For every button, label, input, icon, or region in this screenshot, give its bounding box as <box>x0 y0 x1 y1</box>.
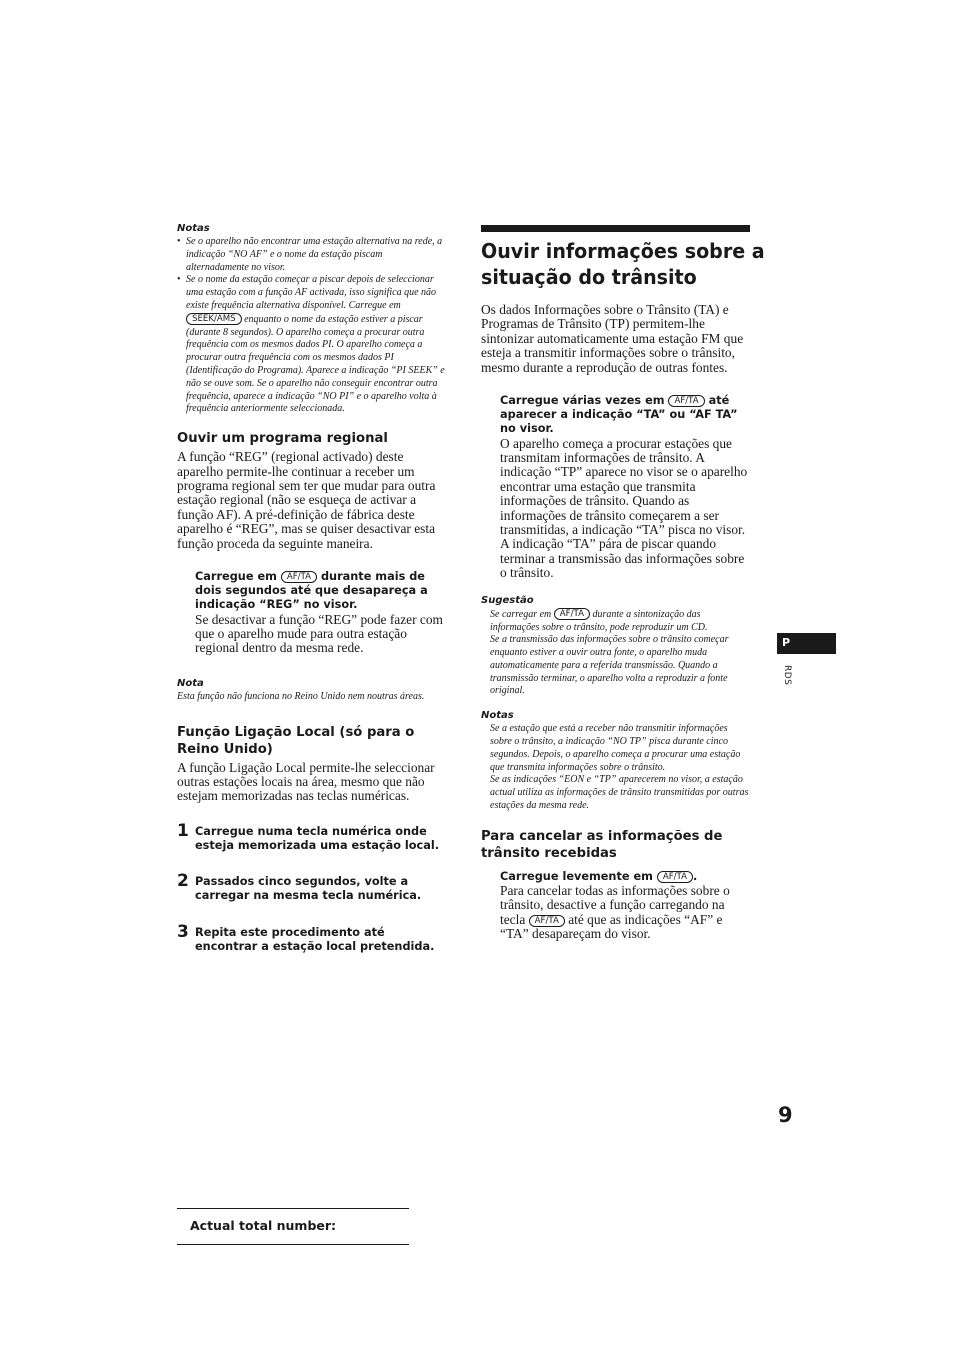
title-rule <box>481 225 750 232</box>
regional-instruction-body: Se desactivar a função “REG” pode fazer com que o aparelho mude para outra estação regional dentro da mesma rede. <box>195 611 443 656</box>
language-tab-label: P <box>782 636 791 649</box>
regional-note: Esta função não funciona no Reino Unido nem noutras áreas. <box>177 690 425 702</box>
local-body: A função Ligação Local permite-lhe seleccionar outras estações locais na área, mesmo que não estejam memorizadas nas teclas numéricas. <box>177 759 435 804</box>
note-item: • Se o aparelho não encontrar uma estação alternativa na rede, a indicação “NO AF” e o nome da estação piscam alternadamente no visor. <box>177 236 447 274</box>
step-2 <box>177 871 447 903</box>
traffic-notes-heading: Notas <box>481 710 514 722</box>
traffic-notes: Se a estação que está a receber não transmitir informações sobre o trânsito, a indicação “NO TP” pisca durante cinco segundos. Depois, o aparelho começa a procurar uma estação que transmita informações sobre o trânsito. Se as indicações “EON e “TP” aparecerem no visor, a estação actual utiliza as informações de trânsito transmitidas por outras estações da mesma rede. <box>490 723 749 812</box>
regional-heading: Ouvir um programa regional <box>177 431 388 447</box>
tip-heading: Sugestão <box>481 594 534 606</box>
notes-list <box>177 236 447 416</box>
local-heading: Função Ligação Local (só para o Reino Unido) <box>177 724 415 757</box>
section-side-label: RDS <box>782 665 792 686</box>
notes-heading: Notas <box>177 223 210 234</box>
cancel-instruction: Carregue levemente em AF/TA . Para cancelar todas as informações sobre o trânsito, desactive a função carregando na tecla AF/TA até que as indicações “AF” e “TA” desapareçam do visor. <box>481 870 750 942</box>
regional-note-heading: Nota <box>177 677 204 689</box>
af-ta-key: AF/TA <box>529 915 565 927</box>
af-ta-key: AF/TA <box>657 871 693 883</box>
page-title: Ouvir informações sobre a situação do trânsito <box>481 239 765 289</box>
af-ta-key: AF/TA <box>668 395 704 407</box>
step-text: Repita este procedimento até encontrar a estação local pretendida. <box>195 925 435 953</box>
footer-label: Actual total number: <box>190 1218 337 1233</box>
regional-instruction: Carregue em AF/TA durante mais de dois segundos até que desapareça a indicação “REG” no visor. Se desactivar a função “REG” pode fazer com que o aparelho mude para outra estação regional dentro da mesma rede. <box>177 570 447 656</box>
af-ta-key: AF/TA <box>281 571 317 583</box>
step-1 <box>177 820 447 853</box>
step-3 <box>177 921 447 954</box>
step-text: Carregue numa tecla numérica onde esteja memorizada uma estação local. <box>195 824 440 853</box>
step-number: 3 <box>177 921 189 942</box>
traffic-instruction: Carregue várias vezes em AF/TA até aparecer a indicação “TA” ou “AF TA” no visor. O aparelho começa a procurar estações que transmitam informações de trânsito. A indicação “TP” aparece no visor se o aparelho encontrar uma estação que transmita informações de trânsito. Quando as informações de trânsito começarem a ser transmitidas, a indicação “TA” pisca no visor. A indicação “TA” pára de piscar quando terminar a transmissão das informações sobre o trânsito. <box>481 394 750 581</box>
tip-text: Se carregar em AF/TA durante a sintonização das informações sobre o trânsito, pode reproduzir um CD. Se a transmissão das informações sobre o trânsito começar enquanto estiver a ouvir outra fonte, o aparelho muda automaticamente para a referida transmissão. Quando a transmissão terminar, o aparelho volta a reproduzir a fonte original. <box>490 608 729 697</box>
step-number: 1 <box>177 820 189 841</box>
regional-body: A função “REG” (regional activado) deste aparelho permite-lhe continuar a receber um programa regional sem ter que mudar para outra estação regional (não se esqueça de activar a função AF). A pré-definição de fábrica deste aparelho é “REG”, mas se quiser desactivar esta função proceda da seguinte maneira. <box>177 449 436 551</box>
left-column <box>177 223 447 954</box>
cancel-heading: Para cancelar as informações de trânsito recebidas <box>481 828 723 861</box>
traffic-instruction-body: O aparelho começa a procurar estações que transmitam informações de trânsito. A indicação “TP” aparece no visor se o aparelho encontrar uma estação que transmita informações de trânsito. Quando as informações de trânsito começarem a ser transmitidas, a indicação “TA” pisca no visor. A indicação “TA” pára de piscar quando terminar a transmissão das informações sobre o trânsito. <box>500 435 748 581</box>
language-tab <box>777 633 836 654</box>
seek-ams-key: SEEK/AMS <box>186 313 242 325</box>
note-item: • Se o nome da estação começar a piscar depois de seleccionar uma estação com a função AF activada, isso significa que não existe frequência alternativa disponível. Carregue em SEEK/AMS enquanto o nome da estação estiver a piscar (durante 8 segundos). O aparelho começa a procurar outra frequência com os mesmos dados PI. O aparelho começa a procurar outra frequência com os mesmos dados PI (Identificação do Programa). Aparece a indicação “PI SEEK” e não se ouve som. Se o aparelho não conseguir encontrar outra frequência, aparece a indicação “NO PI” e o aparelho volta à frequência anteriormente seleccionada. <box>177 274 447 416</box>
step-number: 2 <box>177 871 189 892</box>
af-ta-key: AF/TA <box>554 608 590 620</box>
page-number: 9 <box>778 1103 793 1127</box>
cancel-body: Para cancelar todas as informações sobre o trânsito, desactive a função carregando na tecla AF/TA até que as indicações “AF” e “TA” desapareçam do visor. <box>500 883 730 942</box>
step-text: Passados cinco segundos, volte a carregar na mesma tecla numérica. <box>195 875 422 903</box>
footer-box <box>177 1208 409 1245</box>
traffic-intro: Os dados Informações sobre o Trânsito (TA) e Programas de Trânsito (TP) permitem-lhe sintonizar automaticamente uma estação FM que esteja a transmitir informações sobre o trânsito, mesmo durante a reprodução de outras fontes. <box>481 302 744 375</box>
right-column <box>481 225 765 942</box>
